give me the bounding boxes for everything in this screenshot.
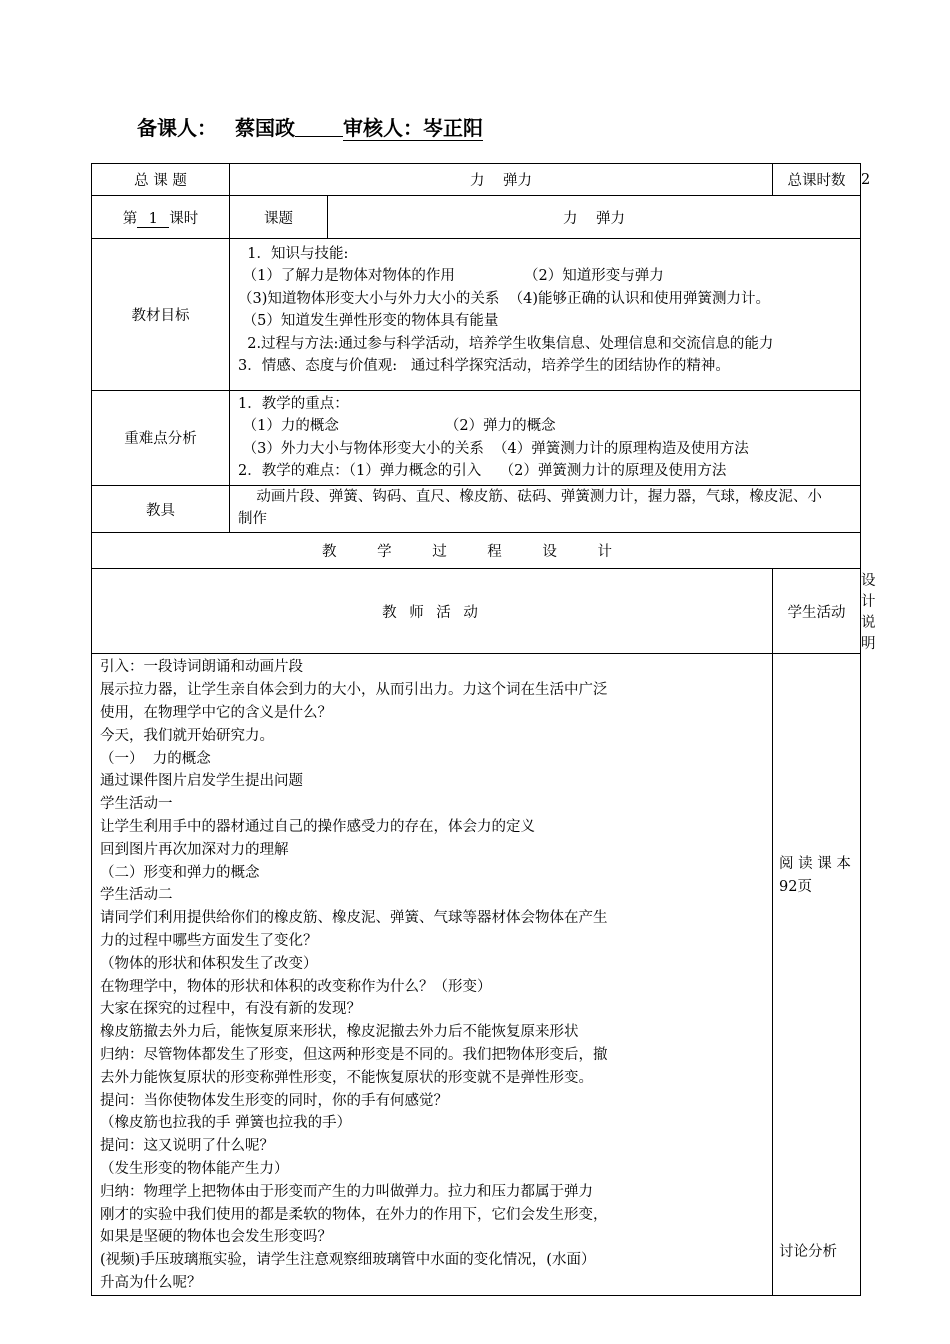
teacher-line: 展示拉力器，让学生亲自体会到力的大小，从而引出力。力这个词在生活中广泛 (100, 682, 608, 699)
key-points-label: 重难点分析 (92, 391, 230, 486)
teacher-line: 去外力能恢复原状的形变称弹性形变，不能恢复原状的形变就不是弹性形变。 (100, 1069, 593, 1086)
tools-line: 动画片段、弹簧、钩码、直尺、橡皮筋、砝码、弹簧测力计，握力器，气球，橡皮泥、小 (238, 488, 822, 505)
teacher-line: 学生活动二 (100, 887, 173, 904)
objectives-row (92, 239, 861, 391)
lesson-number: 第 1 课时 (92, 196, 230, 239)
student-activity-content (773, 654, 861, 1296)
teacher-line: （橡皮筋也拉我的手 弹簧也拉我的手） (100, 1115, 352, 1132)
hours-label: 总课时数 (773, 164, 861, 196)
teacher-line: (视频)手压玻璃瓶实验，请学生注意观察细玻璃管中水面的变化情况，(水面） (100, 1252, 596, 1269)
teacher-line: 使用，在物理学中它的含义是什么？ (100, 705, 332, 722)
objectives-line: 2.过程与方法:通过参与科学活动，培养学生收集信息、处理信息和交流信息的能力 (238, 335, 774, 352)
document-header (137, 112, 483, 141)
lesson-number-value: 1 (137, 211, 169, 228)
teacher-line: 如果是坚硬的物体也会发生形变吗？ (100, 1229, 332, 1246)
teacher-line: （物体的形状和体积发生了改变） (100, 955, 318, 972)
teacher-activity-content (92, 654, 773, 1296)
teacher-line: 力的过程中哪些方面发生了变化？ (100, 933, 318, 949)
topic-label: 总 课 题 (92, 164, 230, 196)
reviewer-label: 审核人：岑正阳 (343, 116, 483, 140)
key-points-line: 1．教学的重点： (238, 396, 349, 412)
objectives-line: （3)知道物体形变大小与外力大小的关系 （4)能够正确的认识和使用弹簧测力计。 (238, 290, 770, 307)
tools-line: 制作 (238, 511, 267, 528)
design-header-row: 教 师 活 动 学生活动 设计说明 (92, 569, 861, 654)
objectives-line: 1．知识与技能: (238, 246, 349, 262)
lesson-title-label: 课题 (230, 196, 328, 239)
objectives-content (230, 239, 861, 391)
design-body-row (92, 654, 861, 1296)
teacher-line: 归纳：物理学上把物体由于形变而产生的力叫做弹力。拉力和压力都属于弹力 (100, 1183, 593, 1200)
lesson-row (92, 196, 861, 239)
tools-label: 教具 (92, 485, 230, 533)
objectives-line: 3．情感、态度与价值观: 通过科学探究活动，培养学生的团结协作的精神。 (238, 358, 730, 375)
lesson-title-value: 力 弹力 (328, 196, 861, 239)
teacher-line: 升高为什么呢？ (100, 1274, 202, 1291)
tools-row (92, 485, 861, 533)
topic-value: 力 弹力 (230, 164, 773, 196)
teacher-line: 橡皮筋撤去外力后，能恢复原来形状，橡皮泥撤去外力后不能恢复原来形状 (100, 1024, 579, 1041)
teacher-line: 回到图片再次加深对力的理解 (100, 841, 289, 858)
teacher-activity-header: 教 师 活 动 (92, 569, 773, 654)
teacher-line: （二）形变和弹力的概念 (100, 864, 260, 881)
key-points-line: （1）力的概念 （2）弹力的概念 (238, 418, 556, 435)
lesson-plan-table (91, 163, 876, 1296)
objectives-line: （1）了解力是物体对物体的作用 （2）知道形变与弹力 (238, 268, 664, 285)
teacher-line: 刚才的实验中我们使用的都是柔软的物体，在外力的作用下，它们会发生形变， (100, 1206, 608, 1223)
header-underline (295, 118, 343, 137)
summary-row: 总 课 题 力 弹力 总课时数 2 (92, 164, 861, 196)
teacher-line: （一） 力的概念 (100, 750, 211, 767)
student-activity-discuss: 讨论分析 (779, 1244, 838, 1261)
teacher-line: 让学生利用手中的器材通过自己的操作感受力的存在，体会力的定义 (100, 819, 535, 836)
design-title-row (92, 533, 861, 569)
teacher-line: 提问：这又说明了什么呢？ (100, 1138, 274, 1155)
tools-content (230, 485, 861, 533)
teacher-line: 在物理学中，物体的形状和体积的改变称作为什么？（形变） (100, 978, 492, 995)
key-points-row (92, 391, 861, 486)
teacher-line: 学生活动一 (100, 796, 173, 813)
teacher-line: 大家在探究的过程中，有没有新的发现？ (100, 1001, 361, 1018)
key-points-line: （3）外力大小与物体形变大小的关系 （4）弹簧测力计的原理构造及使用方法 (238, 440, 749, 457)
preparer-label: 备课人： (137, 116, 217, 140)
teacher-line: （发生形变的物体能产生力） (100, 1160, 289, 1177)
teacher-line: 通过课件图片启发学生提出问题 (100, 773, 303, 790)
teacher-line: 归纳：尽管物体都发生了形变，但这两种形变是不同的。我们把物体形变后，撤 (100, 1046, 608, 1063)
objectives-label: 教材目标 (92, 239, 230, 391)
teacher-line: 今天，我们就开始研究力。 (100, 727, 274, 744)
key-points-line: 2．教学的难点：（1）弹力概念的引入 （2）弹簧测力计的原理及使用方法 (238, 463, 727, 480)
design-title: 教 学 过 程 设 计 (92, 533, 861, 569)
teacher-line: 提问：当你使物体发生形变的同时，你的手有何感觉？ (100, 1092, 448, 1109)
teacher-line: 请同学们利用提供给你们的橡皮筋、橡皮泥、弹簧、气球等器材体会物体在产生 (100, 910, 608, 927)
objectives-line: （5）知道发生弹性形变的物体具有能量 (238, 313, 499, 330)
student-activity-read: 阅 读 课 本 (779, 856, 851, 873)
key-points-content (230, 391, 861, 486)
student-activity-header: 学生活动 (773, 569, 861, 654)
preparer-name: 蔡国政 (235, 116, 295, 140)
teacher-line: 引入：一段诗词朗诵和动画片段 (100, 659, 303, 676)
student-activity-page: 92页 (779, 879, 812, 896)
